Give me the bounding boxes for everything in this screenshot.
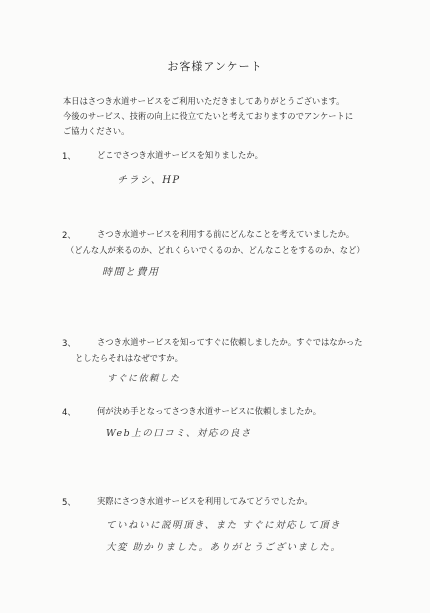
question-text: さつき水道サービスを利用する前にどんなことを考えていましたか。	[97, 229, 355, 239]
question-number: 4、	[62, 408, 76, 418]
question-number: 1、	[62, 152, 76, 162]
question-text: 何が決め手となってさつき水道サービスに依頼しましたか。	[97, 406, 322, 416]
question-number: 3、	[62, 339, 76, 349]
handwritten-answer: すぐに依頼した	[107, 374, 181, 384]
question-text: 実際にさつき水道サービスを利用してみてどうでしたか。	[97, 496, 313, 506]
handwritten-answer: 時間と費用	[102, 267, 160, 278]
question-number: 2、	[62, 231, 76, 241]
handwritten-answer: Web上の口コミ、対応の良さ	[106, 428, 252, 439]
question-text: どこでさつき水道サービスを知りましたか。	[97, 150, 263, 160]
question-number: 5、	[62, 498, 76, 508]
page-title: お客様アンケート	[167, 60, 263, 73]
handwritten-answer-line: ていねいに説明頂き、また すぐに対応して頂き	[106, 520, 342, 531]
intro-line: 今後のサービス、技術の向上に役立てたいと考えておりますのでアンケートに	[63, 111, 354, 121]
question-subtext: としたらそれはなぜですか。	[75, 353, 183, 363]
question-subtext: （どんな人が来るのか、どれくらいでくるのか、どんなことをするのか、など）	[66, 245, 365, 255]
handwritten-answer: チラシ、HP	[117, 175, 181, 186]
intro-text	[63, 94, 383, 139]
intro-line: ご協力ください。	[63, 126, 130, 136]
handwritten-answer-line: 大変 助かりました。ありがとうございました。	[106, 542, 342, 553]
question-text: さつき水道サービスを知ってすぐに依頼しましたか。すぐではなかった	[97, 337, 363, 347]
intro-line: 本日はさつき水道サービスをご利用いただきましてありがとうございます。	[63, 96, 345, 106]
